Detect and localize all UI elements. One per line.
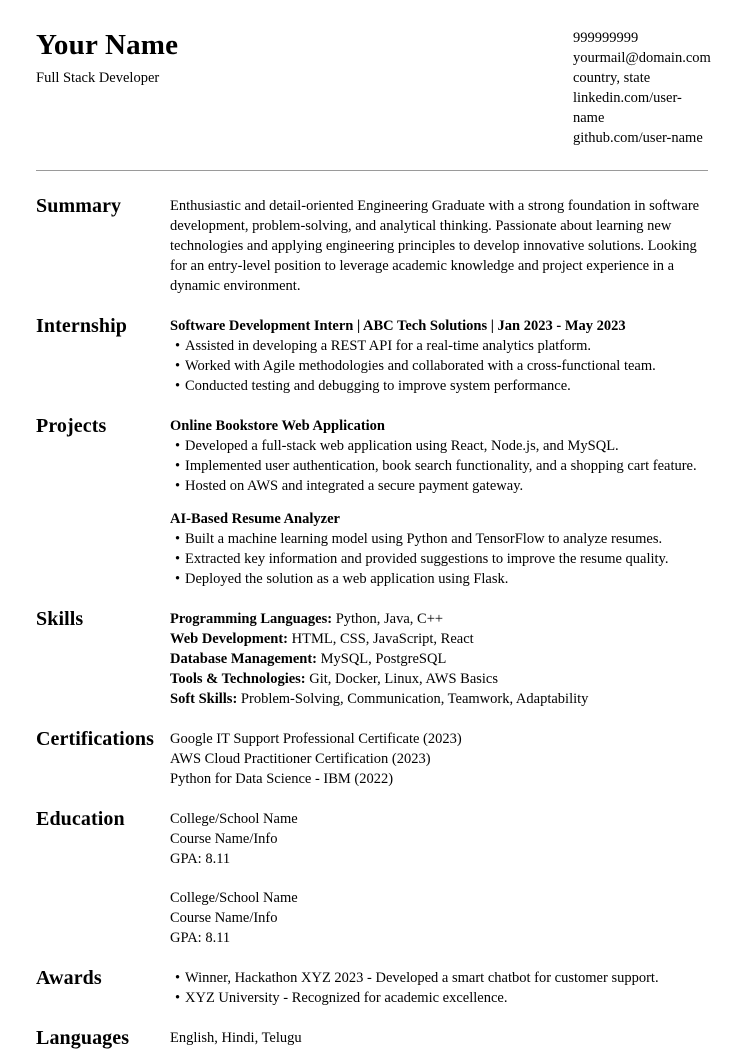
contact-github: github.com/user-name [573, 130, 703, 146]
section-heading-internship: Internship [36, 315, 128, 337]
section-languages [36, 1028, 708, 1048]
list-item [170, 376, 708, 396]
section-heading-certifications: Certifications [36, 728, 155, 750]
section-certifications [36, 729, 708, 789]
certification-item: AWS Cloud Practitioner Certification (2023) [170, 751, 431, 767]
certifications-content [170, 729, 708, 789]
bullet-text: Deployed the solution as a web application using Flask. [185, 571, 509, 587]
list-item [170, 968, 708, 988]
bullet-text: Extracted key information and provided suggestions to improve the resume quality. [185, 551, 669, 567]
bullet-text: Developed a full-stack web application using React, Node.js, and MySQL. [185, 438, 619, 454]
identity-block [36, 28, 178, 88]
skill-line [170, 649, 708, 669]
section-heading-education: Education [36, 808, 125, 830]
candidate-job-title: Full Stack Developer [36, 70, 160, 86]
skill-values: Problem-Solving, Communication, Teamwork, Adaptability [240, 691, 589, 707]
contact-email: yourmail@domain.com [573, 50, 711, 66]
contact-linkedin: linkedin.com/user-name [573, 90, 682, 126]
list-item [170, 529, 708, 549]
education-item [170, 888, 708, 948]
bullet-text: Winner, Hackathon XYZ 2023 - Developed a smart chatbot for customer support. [185, 970, 659, 986]
project-item [170, 509, 708, 589]
section-education [36, 809, 708, 948]
skills-content [170, 609, 708, 709]
internship-content [170, 316, 708, 396]
resume-header [36, 28, 711, 148]
skill-category: Tools & Technologies: [170, 671, 306, 687]
candidate-name: Your Name [36, 29, 179, 61]
list-item [170, 436, 708, 456]
certification-item: Python for Data Science - IBM (2022) [170, 771, 394, 787]
project-title: Online Bookstore Web Application [170, 418, 385, 434]
section-skills [36, 609, 708, 709]
skill-values: Python, Java, C++ [335, 611, 444, 627]
section-heading-awards: Awards [36, 967, 102, 989]
project-item [170, 416, 708, 496]
section-heading-skills: Skills [36, 608, 84, 630]
section-summary [36, 196, 708, 296]
section-awards [36, 968, 708, 1008]
contact-block [573, 28, 711, 148]
skill-values: MySQL, PostgreSQL [320, 651, 447, 667]
list-item [170, 549, 708, 569]
bullet-text: Assisted in developing a REST API for a real-time analytics platform. [185, 338, 592, 354]
bullet-icon [170, 356, 185, 376]
bullet-icon [170, 549, 185, 569]
header-divider [36, 170, 708, 171]
resume-body [36, 196, 708, 1048]
bullet-text: Built a machine learning model using Python and TensorFlow to analyze resumes. [185, 531, 663, 547]
contact-location: country, state [573, 70, 651, 86]
project-title: AI-Based Resume Analyzer [170, 511, 340, 527]
skill-category: Programming Languages: [170, 611, 333, 627]
bullet-text: Conducted testing and debugging to improve system performance. [185, 378, 571, 394]
bullet-text: XYZ University - Recognized for academic excellence. [185, 990, 508, 1006]
bullet-icon [170, 529, 185, 549]
education-course: Course Name/Info [170, 910, 278, 926]
education-school: College/School Name [170, 811, 298, 827]
bullet-icon [170, 968, 185, 988]
languages-text: English, Hindi, Telugu [170, 1030, 302, 1046]
bullet-icon [170, 376, 185, 396]
education-school: College/School Name [170, 890, 298, 906]
bullet-icon [170, 436, 185, 456]
bullet-icon [170, 569, 185, 589]
section-projects [36, 416, 708, 589]
education-gpa: GPA: 8.11 [170, 851, 231, 867]
skill-line [170, 629, 708, 649]
section-heading-summary: Summary [36, 195, 122, 217]
education-content [170, 809, 708, 948]
certification-item: Google IT Support Professional Certificate (2023) [170, 731, 462, 747]
summary-text: Enthusiastic and detail-oriented Engineering Graduate with a strong foundation in software development, problem-solving, and analytical thinking. Passionate about learning new technologies and applying engineering principles to develop innovative solutions. Looking for an entry-level position to leverage academic knowledge and project experience in a dynamic environment. [170, 198, 700, 294]
list-item [170, 569, 708, 589]
section-internship [36, 316, 708, 396]
bullet-icon [170, 988, 185, 1008]
skill-values: HTML, CSS, JavaScript, React [291, 631, 474, 647]
list-item [170, 336, 708, 356]
internship-role-line: Software Development Intern | ABC Tech Solutions | Jan 2023 - May 2023 [170, 318, 626, 334]
education-course: Course Name/Info [170, 831, 278, 847]
skill-category: Web Development: [170, 631, 288, 647]
list-item [170, 456, 708, 476]
section-heading-projects: Projects [36, 415, 107, 437]
awards-content [170, 968, 708, 1008]
list-item [170, 476, 708, 496]
skill-line [170, 689, 708, 709]
list-item [170, 356, 708, 376]
bullet-text: Worked with Agile methodologies and collaborated with a cross-functional team. [185, 358, 656, 374]
skill-category: Soft Skills: [170, 691, 238, 707]
education-gpa: GPA: 8.11 [170, 930, 231, 946]
bullet-text: Hosted on AWS and integrated a secure payment gateway. [185, 478, 524, 494]
skill-line [170, 669, 708, 689]
skill-values: Git, Docker, Linux, AWS Basics [309, 671, 499, 687]
education-item [170, 809, 708, 869]
section-heading-languages: Languages [36, 1027, 130, 1049]
bullet-icon [170, 456, 185, 476]
bullet-icon [170, 476, 185, 496]
list-item [170, 988, 708, 1008]
skill-category: Database Management: [170, 651, 317, 667]
projects-content [170, 416, 708, 589]
bullet-text: Implemented user authentication, book search functionality, and a shopping cart feature. [185, 458, 697, 474]
bullet-icon [170, 336, 185, 356]
contact-phone: 999999999 [573, 30, 639, 46]
skill-line [170, 609, 708, 629]
